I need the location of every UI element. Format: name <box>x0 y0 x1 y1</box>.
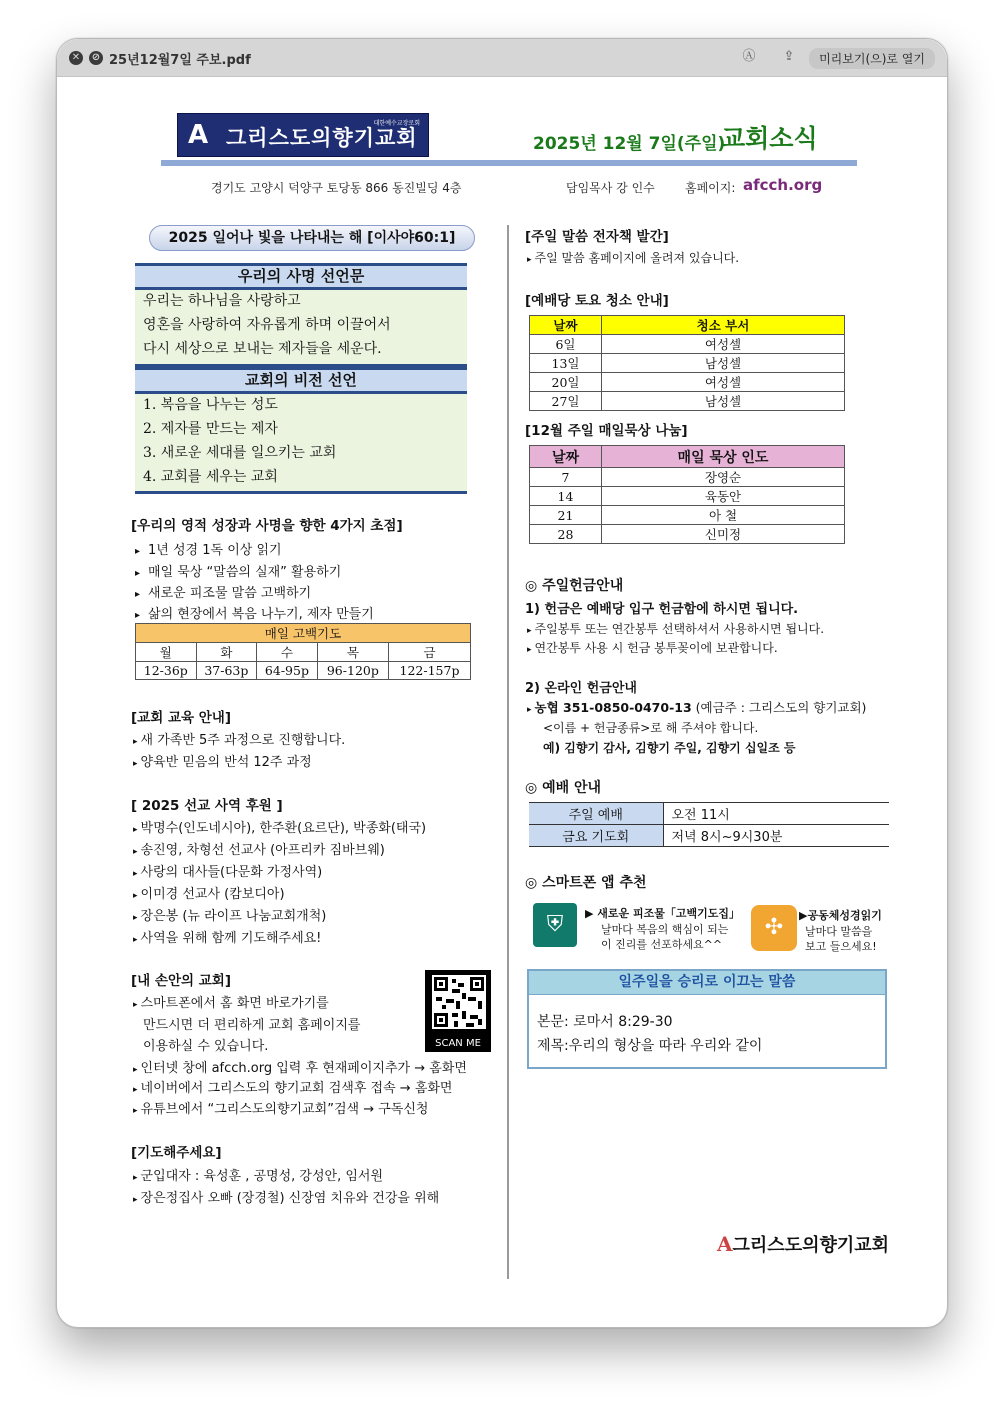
education-item-text: 새 가족반 5주 과정으로 진행합니다. <box>140 733 346 748</box>
table-row <box>530 468 845 487</box>
table-cell: 아 철 <box>602 506 845 525</box>
bullet-icon: ▸ <box>133 935 138 945</box>
table-cell: 96-120p <box>317 662 388 680</box>
focus-item <box>135 603 374 622</box>
document-page <box>63 77 943 1323</box>
church-logo <box>177 113 429 157</box>
cleaning-title: [예배당 토요 청소 안내] <box>525 293 669 309</box>
hand-church-item-text: 인터넷 창에 afcch.org 입력 후 현재페이지추가 → 홈화면 <box>140 1061 467 1076</box>
prayer-item-text: 장은정집사 오빠 (장경철) 신장염 치유와 건강을 위해 <box>140 1191 440 1206</box>
support-item-text: 사역을 위해 함께 기도해주세요! <box>140 931 322 946</box>
weekly-word-subject: 제목:우리의 형상을 따라 우리와 같이 <box>537 1038 763 1054</box>
vision-line: 1. 복음을 나누는 성도 <box>143 397 278 413</box>
apps-title: ◎ 스마트폰 앱 추천 <box>525 875 647 891</box>
support-item-text: 이미경 선교사 (캄보디아) <box>140 887 285 902</box>
qr-pattern <box>432 975 486 1029</box>
logo-text: 그리스도의향기교회 <box>226 125 418 150</box>
table-cell: 수 <box>257 643 318 662</box>
table-cell: 14 <box>530 487 602 506</box>
education-item-text: 양육반 믿음의 반석 12주 과정 <box>140 755 312 770</box>
shield-icon[interactable]: ⛨ <box>533 903 577 947</box>
worship-title: ◎ 예배 안내 <box>525 780 602 796</box>
focus-item-text: 매일 묵상 “말씀의 실재” 활용하기 <box>148 565 342 580</box>
homepage-label: 홈페이지: <box>685 181 736 195</box>
support-item <box>133 883 285 902</box>
prayer-item-text: 군입대자 : 육성훈 , 공명성, 강성안, 임서원 <box>140 1169 384 1184</box>
offering-item-text: 주일봉투 또는 연간봉투 선택하셔서 사용하시면 됩니다. <box>534 622 825 636</box>
table-cell: 주일 예배 <box>529 803 663 825</box>
bullet-icon: ▸ <box>527 705 532 715</box>
table-header: 매일 묵상 인도 <box>602 446 845 468</box>
bullet-icon: ▸ <box>133 737 138 747</box>
offering-item <box>527 620 824 637</box>
table-row <box>530 487 845 506</box>
table-cell: 28 <box>530 525 602 544</box>
table-cell: 13일 <box>530 354 602 373</box>
focus-title: [우리의 영적 성장과 사명을 향한 4가지 초점] <box>131 518 403 534</box>
pdf-window <box>56 38 948 1328</box>
vision-line: 2. 제자를 만드는 제자 <box>143 421 278 437</box>
bullet-icon: ▸ <box>133 1195 138 1205</box>
share-icon[interactable]: ⇪ <box>783 49 795 64</box>
church-address: 경기도 고양시 덕양구 토당동 866 동진빌딩 4층 <box>211 181 462 195</box>
header-rule <box>161 160 857 166</box>
table-cell: 금요 기도회 <box>529 825 663 847</box>
offering-note: <이름 + 헌금종류>로 해 주셔야 합니다. <box>543 721 759 735</box>
logo-a-icon: A <box>188 120 209 150</box>
hand-church-item <box>133 1057 467 1076</box>
bullet-icon: ▸ <box>133 1106 138 1116</box>
table-cell: 12-36p <box>136 662 197 680</box>
vision-title: 교회의 비전 선언 <box>135 367 467 394</box>
education-item <box>133 729 345 748</box>
table-cell: 남성셀 <box>602 392 845 411</box>
offering-sub1: 1) 헌금은 예배당 입구 헌금함에 하시면 됩니다. <box>525 602 799 617</box>
focus-item <box>135 582 311 601</box>
table-header: 청소 부서 <box>602 316 845 335</box>
app2-title: ▶공동체성경읽기 <box>799 909 882 922</box>
bank-account <box>527 698 866 716</box>
prayer-title: [기도해주세요] <box>131 1145 222 1161</box>
bullet-icon: ▸ <box>527 626 532 636</box>
prayer-item <box>133 1187 439 1206</box>
close-icon[interactable]: ✕ <box>69 51 83 65</box>
support-item <box>133 817 426 836</box>
table-cell: 27일 <box>530 392 602 411</box>
mission-box <box>135 290 467 367</box>
confession-table <box>135 623 471 680</box>
bullet-icon: ▸ <box>133 1085 138 1095</box>
bullet-icon: ▸ <box>135 589 141 600</box>
education-item <box>133 751 312 770</box>
support-item-text: 송진영, 차형선 선교사 (아프리카 짐바브웨) <box>140 843 385 858</box>
table-cell: 20일 <box>530 373 602 392</box>
support-item-text: 장은봉 (뉴 라이프 나눔교회개척) <box>140 909 327 924</box>
hand-church-line: 이용하실 수 있습니다. <box>143 1039 269 1054</box>
mission-line: 우리는 하나님을 사랑하고 <box>143 293 301 309</box>
table-cell: 21 <box>530 506 602 525</box>
table-cell: 화 <box>196 643 257 662</box>
table-row <box>530 354 845 373</box>
weekly-word-text: 본문: 로마서 8:29-30 <box>537 1014 673 1030</box>
hand-church-title: [내 손안의 교회] <box>131 973 231 989</box>
meditation-title: [12월 주일 매일묵상 나눔] <box>525 423 688 439</box>
mission-title: 우리의 사명 선언문 <box>135 263 467 290</box>
offering-title: ◎ 주일헌금안내 <box>525 578 624 594</box>
bullet-icon: ▸ <box>527 645 532 655</box>
hand-church-item-text: 유튜브에서 “그리스도의향기교회”검색 → 구독신청 <box>140 1102 429 1117</box>
bullet-icon: ▸ <box>133 759 138 769</box>
bullet-icon: ▸ <box>133 1173 138 1183</box>
bulletin-date: 2025년 12월 7일(주일) <box>533 134 726 154</box>
offering-sub2: 2) 온라인 헌금안내 <box>525 681 637 696</box>
table-row <box>529 825 889 847</box>
footer-logo-text: 그리스도의향기교회 <box>732 1235 890 1256</box>
table-cell: 64-95p <box>257 662 318 680</box>
focus-item-text: 삶의 현장에서 복음 나누기, 제자 만들기 <box>148 607 374 622</box>
bullet-icon: ▸ <box>133 847 138 857</box>
column-divider <box>507 225 509 1279</box>
hand-church-item <box>133 1098 428 1117</box>
table-row <box>530 525 845 544</box>
markup-icon[interactable]: Ⓐ <box>742 49 756 64</box>
weekly-word-title: 일주일을 승리로 이끄는 말씀 <box>529 971 885 995</box>
bullet-icon: ▸ <box>133 891 138 901</box>
table-cell: 여성셀 <box>602 335 845 354</box>
focus-item-text: 1년 성경 1독 이상 읽기 <box>148 543 282 558</box>
support-item <box>133 839 385 858</box>
support-item-text: 박명수(인도네시아), 한주환(요르단), 박종화(태국) <box>140 821 427 836</box>
table-header: 날짜 <box>530 316 602 335</box>
support-item-text: 사랑의 대사들(다문화 가정사역) <box>140 865 323 880</box>
focus-item-text: 새로운 피조물 말씀 고백하기 <box>148 586 312 601</box>
table-cell: 6일 <box>530 335 602 354</box>
ebook-text: 주일 말씀 홈페이지에 올려져 있습니다. <box>534 251 740 265</box>
worship-table <box>529 802 889 847</box>
hand-church-line: 만드시면 더 편리하게 교회 홈페이지를 <box>143 1018 361 1033</box>
table-cell: 월 <box>136 643 197 662</box>
bank-holder: (예금주 : 그리스도의 향기교회) <box>691 700 867 715</box>
vision-line: 4. 교회를 세우는 교회 <box>143 469 278 485</box>
mission-line: 영혼을 사랑하여 자유롭게 하며 이끌어서 <box>143 317 391 333</box>
offering-item-text: 연간봉투 사용 시 헌금 봉투꽂이에 보관합니다. <box>534 641 778 655</box>
app1-title: ▶ 새로운 피조물「고백기도집」 <box>585 907 741 920</box>
table-cell: 7 <box>530 468 602 487</box>
weekly-word-box <box>527 969 887 1069</box>
meditation-table <box>529 445 845 544</box>
qr-code-icon <box>432 975 486 1029</box>
bullet-icon: ▸ <box>133 1000 138 1010</box>
mission-line: 다시 세상으로 보내는 제자들을 세운다. <box>143 341 382 357</box>
bullet-icon: ▸ <box>133 913 138 923</box>
mission-support-title: [ 2025 선교 사역 후원 ] <box>131 798 283 814</box>
table-cell: 37-63p <box>196 662 257 680</box>
support-item <box>133 861 322 880</box>
offering-item <box>527 639 778 656</box>
table-cell: 육동안 <box>602 487 845 506</box>
homepage-url[interactable]: afcch.org <box>743 176 823 194</box>
offering-example: 예) 김향기 감사, 김향기 주일, 김향기 십일조 등 <box>543 741 796 755</box>
bullet-icon: ▸ <box>135 546 141 557</box>
bullet-icon: ▸ <box>135 610 141 621</box>
vision-line: 3. 새로운 세대를 일으키는 교회 <box>143 445 337 461</box>
app2-line: 날마다 말씀을 <box>805 925 873 938</box>
table-row <box>529 803 889 825</box>
ebook-title: [주일 말씀 전자책 발간] <box>525 229 669 245</box>
table-row <box>530 392 845 411</box>
table-row <box>530 373 845 392</box>
minimize-icon[interactable]: ⊘ <box>89 51 103 65</box>
table-cell: 금 <box>389 643 471 662</box>
window-title: 25년12월7일 주보.pdf <box>109 53 251 68</box>
bank-number: 농협 351-0850-0470-13 <box>534 700 692 715</box>
hand-church-item <box>133 1077 453 1096</box>
bulletin-title: 교회소식 <box>721 124 818 153</box>
education-title: [교회 교육 안내] <box>131 710 231 726</box>
vision-box <box>135 394 467 494</box>
year-theme: 2025 일어나 빛을 나타내는 해 [이사야60:1] <box>149 225 475 251</box>
confession-title: 매일 고백기도 <box>136 624 471 643</box>
bullet-icon: ▸ <box>527 255 532 265</box>
table-cell: 장영순 <box>602 468 845 487</box>
hand-church-line <box>133 992 329 1011</box>
table-cell: 저녁 8시~9시30분 <box>671 830 783 845</box>
app1-line: 날마다 복음의 핵심이 되는 <box>601 923 729 936</box>
pastor-name: 담임목사 강 인수 <box>566 181 655 195</box>
support-item <box>133 905 326 924</box>
hand-church-item-text: 네이버에서 그리스도의 향기교회 검색후 접속 → 홈화면 <box>140 1081 453 1096</box>
hand-church-text: 스마트폰에서 홈 화면 바로가기를 <box>140 996 329 1011</box>
footer-logo <box>717 1231 889 1257</box>
bullet-icon: ▸ <box>133 869 138 879</box>
prayer-item <box>133 1165 383 1184</box>
focus-item <box>135 561 341 580</box>
table-cell: 여성셀 <box>602 373 845 392</box>
table-cell: 오전 11시 <box>671 808 730 823</box>
logo-subtext: 대한예수교장로회 <box>373 120 420 127</box>
qr-code[interactable] <box>425 970 491 1052</box>
table-cell: 122-157p <box>389 662 471 680</box>
bullet-icon: ▸ <box>133 1065 138 1075</box>
title-bar <box>57 39 947 77</box>
table-row <box>530 506 845 525</box>
table-cell: 목 <box>317 643 388 662</box>
support-item <box>133 927 321 946</box>
bullet-icon: ▸ <box>135 568 141 579</box>
table-header: 날짜 <box>530 446 602 468</box>
table-cell: 남성셀 <box>602 354 845 373</box>
cleaning-table <box>529 315 845 411</box>
qr-label: SCAN ME <box>435 1038 481 1049</box>
table-cell: 신미정 <box>602 525 845 544</box>
focus-item <box>135 539 282 558</box>
app1-line: 이 진리를 선포하세요^^ <box>601 938 723 951</box>
open-in-preview-button[interactable]: 미리보기(으)로 열기 <box>809 48 935 69</box>
bullet-icon: ▸ <box>133 825 138 835</box>
ebook-item <box>527 249 739 266</box>
app2-line: 보고 들으세요! <box>805 940 877 953</box>
bible-reading-app-icon[interactable]: ✣ <box>751 905 797 951</box>
footer-logo-a-icon: A <box>717 1232 733 1256</box>
table-row <box>530 335 845 354</box>
